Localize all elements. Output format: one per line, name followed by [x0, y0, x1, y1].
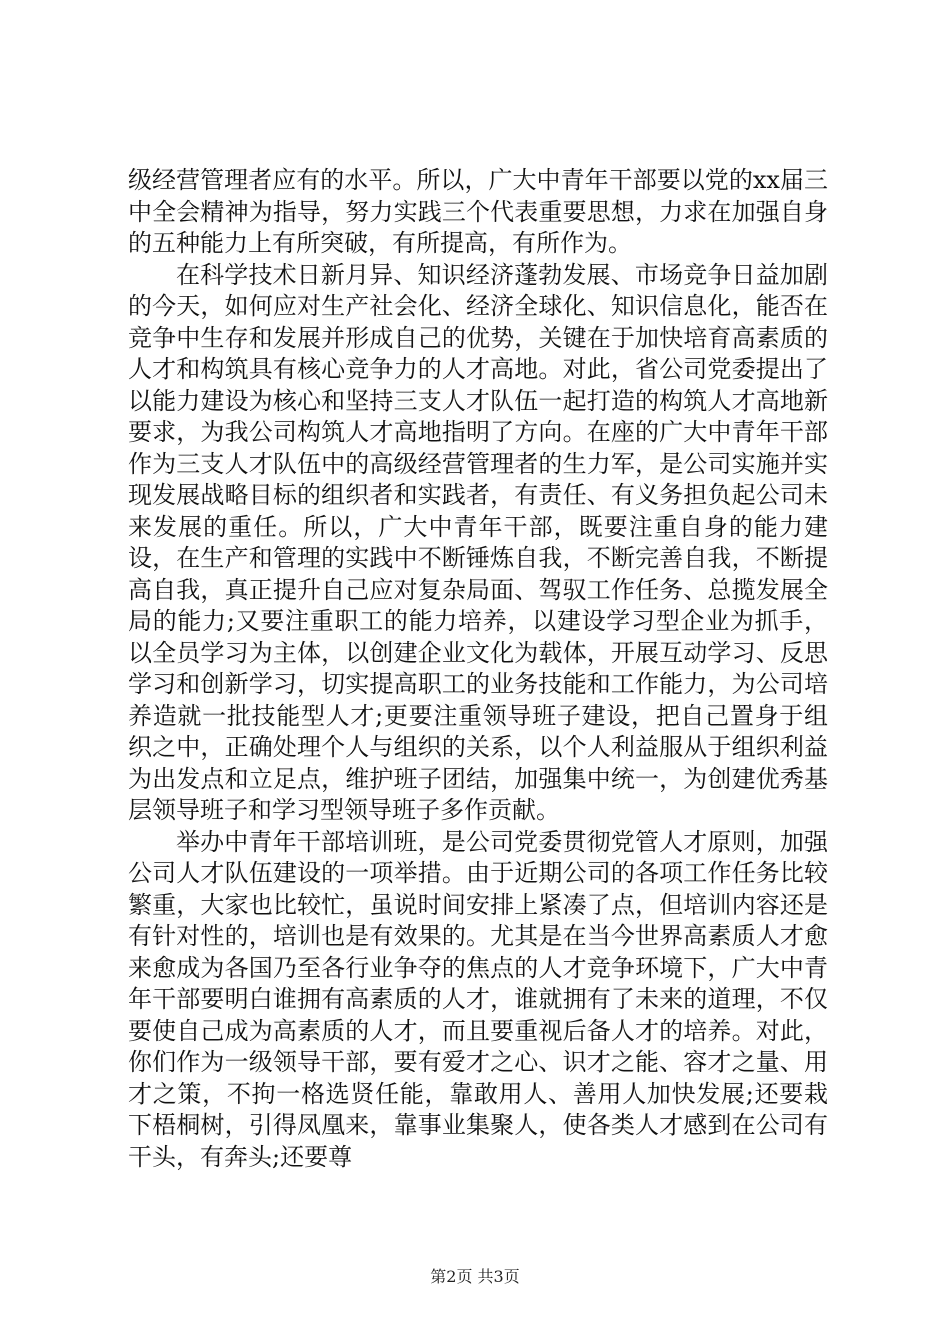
paragraph-2: 在科学技术日新月异、知识经济蓬勃发展、市场竞争日益加剧的今天，如何应对生产社会化、经济全球化、知识信息化，能否在竞争中生存和发展并形成自己的优势，关键在于加快培育高素质的人才和构筑具有核心竞争力的人才高地。对此，省公司党委提出了以能力建设为核心和坚持三支人才队伍一起打造的构筑人才高地新要求，为我公司构筑人才高地指明了方向。在座的广大中青年干部作为三支人才队伍中的高级经营管理者的生力军，是公司实施并实现发展战略目标的组织者和实践者，有责任、有义务担负起公司未来发展的重任。所以，广大中青年干部，既要注重自身的能力建设，在生产和管理的实践中不断锤炼自我，不断完善自我，不断提高自我，真正提升自己应对复杂局面、驾驭工作任务、总揽发展全局的能力;又要注重职工的能力培养，以建设学习型企业为抓手，以全员学习为主体，以创建企业文化为载体，开展互动学习、反思学习和创新学习，切实提高职工的业务技能和工作能力，为公司培养造就一批技能型人才;更要注重领导班子建设，把自己置身于组织之中，正确处理个人与组织的关系，以个人利益服从于组织利益为出发点和立足点，维护班子团结，加强集中统一，为创建优秀基层领导班子和学习型领导班子多作贡献。 — [128, 260, 828, 824]
paragraph-1: 级经营管理者应有的水平。所以，广大中青年干部要以党的xx届三中全会精神为指导，努力实践三个代表重要思想，力求在加强自身的五种能力上有所突破，有所提高，有所作为。 — [128, 166, 828, 257]
document-body — [128, 165, 828, 1173]
paragraph-3: 举办中青年干部培训班，是公司党委贯彻党管人才原则，加强公司人才队伍建设的一项举措。由于近期公司的各项工作任务比较繁重，大家也比较忙，虽说时间安排上紧凑了点，但培训内容还是有针对性的，培训也是有效果的。尤其是在当今世界高素质人才愈来愈成为各国乃至各行业争夺的焦点的人才竞争环境下，广大中青年干部要明白谁拥有高素质的人才，谁就拥有了未来的道理，不仅要使自己成为高素质的人才，而且要重视后备人才的培养。对此，你们作为一级领导干部，要有爱才之心、识才之能、容才之量、用才之策，不拘一格选贤任能，靠敢用人、善用人加快发展;还要栽下梧桐树，引得凤凰来，靠事业集聚人，使各类人才感到在公司有干头，有奔头;还要尊 — [128, 827, 828, 1171]
page-footer — [0, 1267, 950, 1287]
page-number-label: 第2页 共3页 — [430, 1267, 520, 1286]
